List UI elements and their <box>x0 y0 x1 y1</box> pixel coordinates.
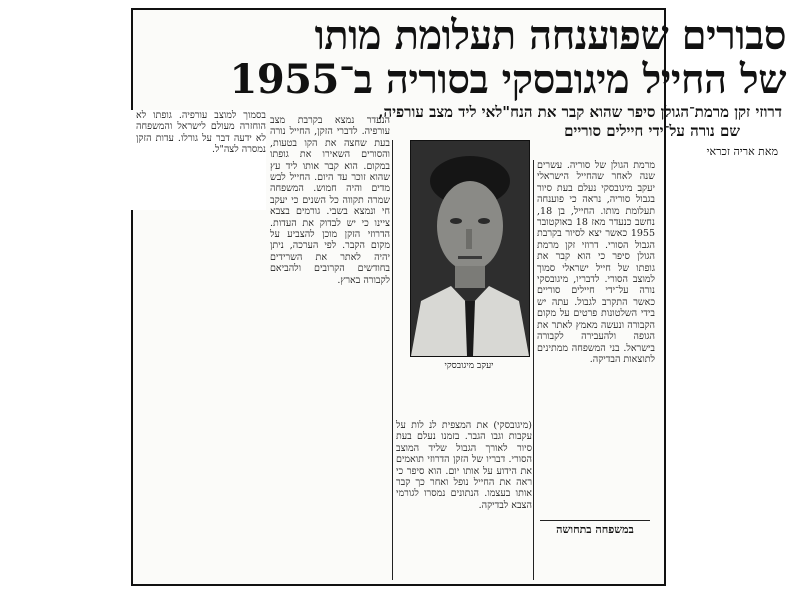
headline-line-2: של החייל מיגובסקי בסוריה ב־1955 <box>229 56 786 103</box>
photo-caption: יעקב מיגובסקי <box>444 361 494 371</box>
column-rule <box>533 160 534 580</box>
headline-line-1: סבורים שפוענחה תעלומת מותו <box>314 12 786 59</box>
article-column-3: הנעדר נמצא בקרבת מצב עורפיה. לדברי הזקן, החייל נורה בעת שחצה את הקו בטעות, והסורים השאירו את גופתו במקום. הוא קבר אותו ליד עץ שהוא זוכר עד היום. החייל לבש מדים והיה חמוש. המשפחה שמרה תקווה כל השנים כי יעקב חי ונמצא בשבי. גורמים בצבא ציינו כי יש לבדוק את העדות. הדרוזי הזקן מוכן להצביע על מקום הקבר. לפי הערכה, ניתן יהיה לאתר את השרידים בחודשים הקרובים ולהביאם לקבורה בארץ. <box>270 115 390 286</box>
soldier-portrait-photo <box>410 140 530 357</box>
byline: מאת אריה זכראי <box>706 145 778 158</box>
article-column-4: בסמוך למוצב עורפיה. גופתו לא הוחזרה מעולם לישראל והמשפחה לא ידעה דבר על גורלו. עדות הזקן נמסרה לצה"ל. <box>136 110 266 156</box>
article-column-2: (מיגובסקי) את המצפית לנ לות על עקבות וגבו הגבר. בזמנו נעלם בעת סיור לאורך הגבול שליד המוצב הסורי. דבריו של הזקן הדרוזי תואמים את הידוע על אותו יום. הוא סיפר כי ראה את החייל נופל ואחר כך קבר אותו בעצמו. הנתונים נמסרו לגורמי הצבא לבדיקה. <box>396 420 532 511</box>
subheadline-line-1: דרוזי זקן מרמת־הגולן סיפר שהוא קבר את הנח"לאי ליד מצב עורפיה, <box>378 103 782 121</box>
column-rule <box>392 140 393 580</box>
article-column-1: מרמת הגולן של סוריה. עשרים שנה לאחר שהחייל הישראלי יעקב מיגובסקי נעלם בעת סיור בגבול סוריה, נראה כי פוענחה תעלומת מותו. החייל, בן 18, נחשב כנעדר מאז 18 באוקטובר 1955 כאשר יצא לסיור בקרבת הגבול הסורי. דרוזי זקן מרמת הגולן סיפר כי הוא קבר את גופתו של חייל ישראלי סמוך למוצב הסורי. לדבריו, מיגובסקי נורה על־ידי חיילים סוריים כאשר התקרב לגבול. עתה יש בידי השלטונות פרטים על מקום הקבורה ונעשה מאמץ לאתר את הגופה ולהעבירה לקבורה בישראל. בני המשפחה ממתינים לתוצאות הבדיקה. <box>537 160 655 365</box>
subheadline-line-2: שם נורה על־ידי חיילים סוריים <box>564 122 740 140</box>
section-heading: במשפחה בתחושה <box>540 520 650 536</box>
